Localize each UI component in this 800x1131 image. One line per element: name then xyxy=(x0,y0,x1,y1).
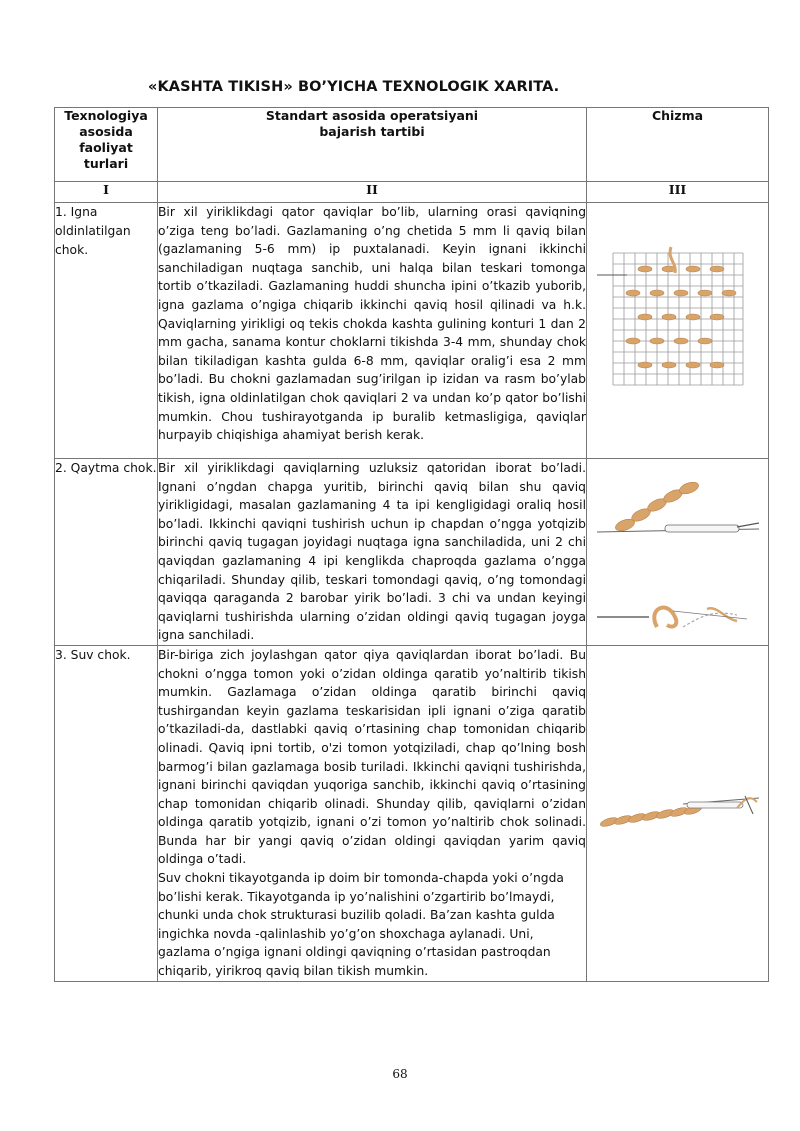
technology-map-table xyxy=(54,107,769,982)
stitch-procedure-paragraph: Bir-biriga zich joylashgan qator qiya qaviqlardan iborat bo’ladi. Bu chokni o’ngga tomon yoki o’zidan oldinga qaratib yo’naltirib tikish mumkin. Gazlamaga o’zidan oldinga qaratib birinchi qaviq tushirgandan keyin gazlama teskarisidan ipli ignani o’ziga qaratib o’tkaziladi-da, dastlabki qaviq o’rtasining chap tomonidan chiqarib olinadi. Qaviq ipni tortib, o'zi tomon yotqiziladi, chap qo’lning bosh barmog’i bilan gazlamaga bosib turiladi. Ikkinchi qaviqni tushirishda, ignani birinchi qaviqdan yuqoriga sanchib, ikkinchi qaviq o’rtasining chap tomonidan chiqarib olinadi. Shunday qilib, qaviqlarni o’zidan oldinga qaratib yotqizib, ignani o’zi tomon yo’naltirib chok solinadi. Bunda har bir yangi qaviq o’zidan oldingi qaviqdan yarim qaviq oldinga o’tadi. xyxy=(158,647,586,867)
header-procedure xyxy=(158,108,587,182)
table-row xyxy=(55,203,769,459)
header-activity-types: Texnologiya asosida faoliyat turlari xyxy=(55,108,158,182)
stitch-procedure-paragraph: Suv chokni tikayotganda ip doim bir tomonda-chapda yoki o’ngda bo’lishi kerak. Tikayotganda ip yo’nalishini o’zgartirib bo’lmaydi, chunki unda chok strukturasi buzilib qoladi. Ba’zan kashta gulda ingichka novda -qalinlashib yo’g’on shoxchaga aylanadi. Uni, gazlama o’ngiga ignani oldingi qaviqning o’rtasidan pastroqdan chiqarib, yirikroq qaviq bilan tikish mumkin. xyxy=(158,871,564,979)
running-stitch-illustration xyxy=(587,203,767,457)
header-procedure-line2: bajarish tartibi xyxy=(319,124,425,139)
document-title: «KASHTA TIKISH» BO’YICHA TEXNOLOGIK XARITA. xyxy=(148,79,560,95)
page-number: 68 xyxy=(392,1067,408,1081)
numeral-row xyxy=(55,182,769,203)
stitch-name: 1. Igna oldinlatilgan chok. xyxy=(55,203,158,459)
numeral-1: I xyxy=(55,182,158,203)
stitch-drawing-cell xyxy=(587,645,769,981)
stitch-procedure: Bir xil yiriklikdagi qaviqlarning uzluksiz qatoridan iborat bo’ladi. Ignani o’ngdan chapga yuritib, birinchi qaviq bilan shu qaviq yirikligidagi, masalan gazlamaning 4 ta ipi kengligidagi oraliq hosil bo’ladi. Ikkinchi qaviqni tushirish uchun ip chapdan o’ngga yotqizib birinchi qaviq tugagan joyidagi nuqtaga igna sanchiladida, uni 2 chi qaviqdan gazlamaning 4 ipi kenglikda chaproqda gazlama o’ngga chiqariladi. Shunday qilib, teskari tomondagi qaviq, o’ng tomondagi qaviqqa qaraganda 2 barobar yirik bo’ladi. 3 chi va undan keyingi qaviqlarni tushirishda ularning o’zidan oldingi qaviq tugagan joyga igna sanchiladi. xyxy=(158,459,587,646)
stitch-drawing-cell xyxy=(587,203,769,459)
stitch-drawing-cell xyxy=(587,459,769,646)
table-row xyxy=(55,645,769,981)
backstitch-illustration xyxy=(587,459,767,640)
numeral-2: II xyxy=(158,182,587,203)
table-header-row xyxy=(55,108,769,182)
header-drawing: Chizma xyxy=(587,108,769,182)
stitch-procedure: Bir xil yiriklikdagi qator qaviqlar bo’lib, ularning orasi qaviqning o’ziga teng bo’ladi. Gazlamaning o’ng chetida 5 mm li qaviq bilan (gazlamaning 5-6 mm) ip puxtalanadi. Keyin ignani ikkinchi sanchiladigan nuqtaga sanchib, uni halqa bilan teskari tomonga tortib o’tkaziladi. Gazlamaning huddi shuncha ipini o’tkazib yuborib, igna gazlama o’ngiga chiqarib ikkinchi qaviq hosil qilinadi va h.k. Qaviqlarning yirikligi oq tekis chokda kashta gulining konturi 1 dan 2 mm gacha, sanama kontur choklarni tikishda 3-4 mm, shunday chok bilan tikiladigan kashta gulda 6-8 mm, qaviqlar oralig’i esa 2 mm bo’ladi. Bu chokni gazlamadan sug’irilgan ip izidan va rasm bo’ylab tikish, igna oldinlatilgan chok qaviqlari 2 va undan ko’p qator bo’lishi mumkin. Chou tushirayotganda ip buralib ketmasligiga, qaviqlar hurpayib chiqishiga ahamiyat berish kerak. xyxy=(158,203,587,459)
stem-stitch-illustration xyxy=(587,646,767,976)
stitch-name: 3. Suv chok. xyxy=(55,645,158,981)
numeral-3: III xyxy=(587,182,769,203)
stitch-name: 2. Qaytma chok. xyxy=(55,459,158,646)
stitch-procedure xyxy=(158,645,587,981)
header-procedure-line1: Standart asosida operatsiyani xyxy=(265,108,479,123)
table-row xyxy=(55,459,769,646)
